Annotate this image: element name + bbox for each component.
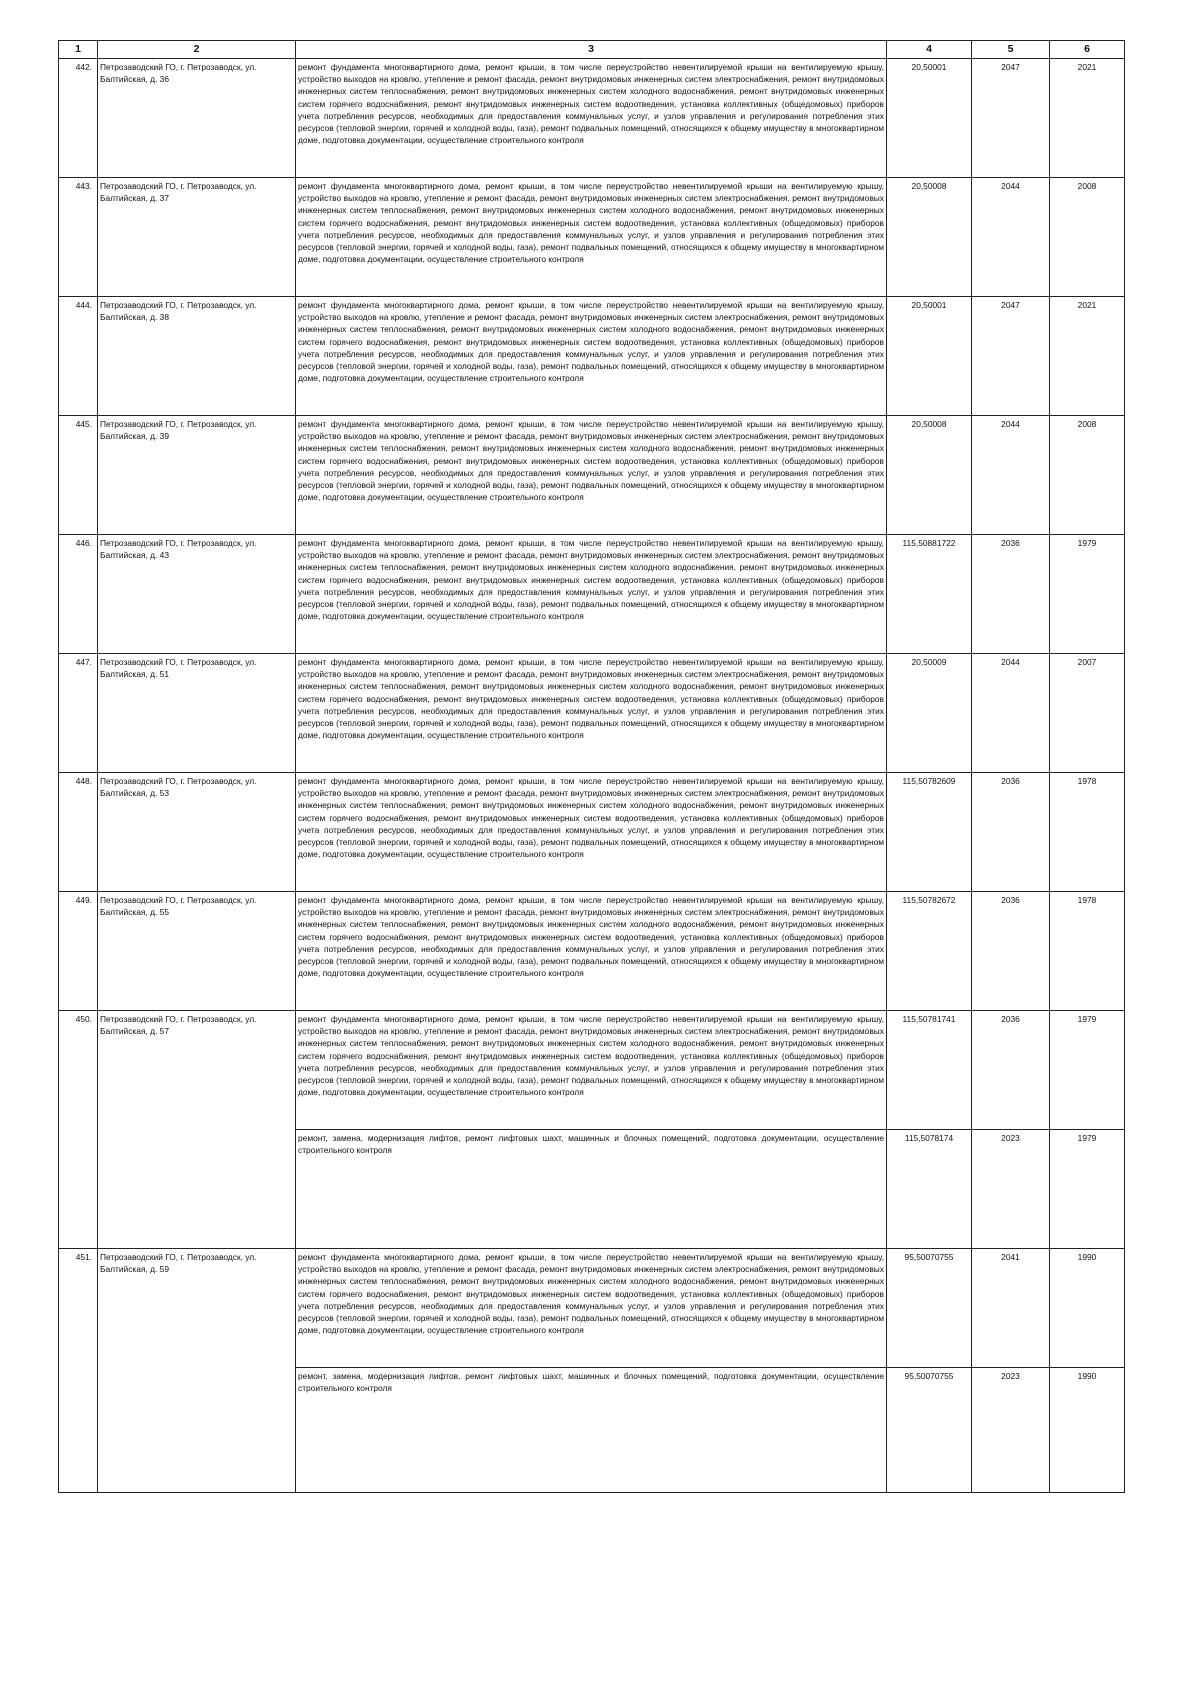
address-cell: Петрозаводский ГО, г. Петрозаводск, ул. Балтийская, д. 43 bbox=[98, 535, 296, 654]
last-year-cell: 1990 bbox=[1050, 1368, 1125, 1493]
cost-cell: 115,5078174 bbox=[887, 1130, 972, 1249]
table-row bbox=[59, 297, 1125, 416]
table-row bbox=[59, 535, 1125, 654]
works-cell: ремонт фундамента многоквартирного дома, ремонт крыши, в том числе переустройство невентилируемой крыши на вентилируемую крышу, устройство выходов на кровлю, утепление и ремонт фасада, ремонт внутридомовых инженерных систем электроснабжения, ремонт внутридомовых инженерных систем теплоснабжения, ремонт внутридомовых инженерных систем холодного водоснабжения, ремонт внутридомовых инженерных систем горячего водоснабжения, ремонт внутридомовых инженерных систем водоотведения, установка коллективных (общедомовых) приборов учета потребления ресурсов, необходимых для предоставления коммунальных услуг, и узлов управления и регулирования потребления этих ресурсов (тепловой энергии, горячей и холодной воды, газа), ремонт подвальных помещений, относящихся к общему имуществу в многоквартирном доме, подготовка документации, осуществление строительного контроля bbox=[296, 178, 887, 297]
plan-year-cell: 2036 bbox=[972, 773, 1050, 892]
col-header-6: 6 bbox=[1050, 41, 1125, 59]
header-row bbox=[59, 41, 1125, 59]
cost-cell: 115,50881722 bbox=[887, 535, 972, 654]
col-header-5: 5 bbox=[972, 41, 1050, 59]
row-number: 451. bbox=[59, 1249, 98, 1493]
plan-year-cell: 2023 bbox=[972, 1130, 1050, 1249]
works-cell: ремонт фундамента многоквартирного дома, ремонт крыши, в том числе переустройство невентилируемой крыши на вентилируемую крышу, устройство выходов на кровлю, утепление и ремонт фасада, ремонт внутридомовых инженерных систем электроснабжения, ремонт внутридомовых инженерных систем теплоснабжения, ремонт внутридомовых инженерных систем холодного водоснабжения, ремонт внутридомовых инженерных систем горячего водоснабжения, ремонт внутридомовых инженерных систем водоотведения, установка коллективных (общедомовых) приборов учета потребления ресурсов, необходимых для предоставления коммунальных услуг, и узлов управления и регулирования потребления этих ресурсов (тепловой энергии, горячей и холодной воды, газа), ремонт подвальных помещений, относящихся к общему имуществу в многоквартирном доме, подготовка документации, осуществление строительного контроля bbox=[296, 59, 887, 178]
col-header-2: 2 bbox=[98, 41, 296, 59]
last-year-cell: 2008 bbox=[1050, 416, 1125, 535]
col-header-4: 4 bbox=[887, 41, 972, 59]
address-cell: Петрозаводский ГО, г. Петрозаводск, ул. Балтийская, д. 37 bbox=[98, 178, 296, 297]
plan-year-cell: 2036 bbox=[972, 535, 1050, 654]
address-cell: Петрозаводский ГО, г. Петрозаводск, ул. Балтийская, д. 39 bbox=[98, 416, 296, 535]
cost-cell: 20,50008 bbox=[887, 416, 972, 535]
table-row bbox=[59, 654, 1125, 773]
works-cell: ремонт фундамента многоквартирного дома, ремонт крыши, в том числе переустройство невентилируемой крыши на вентилируемую крышу, устройство выходов на кровлю, утепление и ремонт фасада, ремонт внутридомовых инженерных систем электроснабжения, ремонт внутридомовых инженерных систем теплоснабжения, ремонт внутридомовых инженерных систем холодного водоснабжения, ремонт внутридомовых инженерных систем горячего водоснабжения, ремонт внутридомовых инженерных систем водоотведения, установка коллективных (общедомовых) приборов учета потребления ресурсов, необходимых для предоставления коммунальных услуг, и узлов управления и регулирования потребления этих ресурсов (тепловой энергии, горячей и холодной воды, газа), ремонт подвальных помещений, относящихся к общему имуществу в многоквартирном доме, подготовка документации, осуществление строительного контроля bbox=[296, 773, 887, 892]
cost-cell: 20,50001 bbox=[887, 297, 972, 416]
address-cell: Петрозаводский ГО, г. Петрозаводск, ул. Балтийская, д. 51 bbox=[98, 654, 296, 773]
works-cell: ремонт фундамента многоквартирного дома, ремонт крыши, в том числе переустройство невентилируемой крыши на вентилируемую крышу, устройство выходов на кровлю, утепление и ремонт фасада, ремонт внутридомовых инженерных систем электроснабжения, ремонт внутридомовых инженерных систем теплоснабжения, ремонт внутридомовых инженерных систем холодного водоснабжения, ремонт внутридомовых инженерных систем горячего водоснабжения, ремонт внутридомовых инженерных систем водоотведения, установка коллективных (общедомовых) приборов учета потребления ресурсов, необходимых для предоставления коммунальных услуг, и узлов управления и регулирования потребления этих ресурсов (тепловой энергии, горячей и холодной воды, газа), ремонт подвальных помещений, относящихся к общему имуществу в многоквартирном доме, подготовка документации, осуществление строительного контроля bbox=[296, 1011, 887, 1130]
address-cell: Петрозаводский ГО, г. Петрозаводск, ул. Балтийская, д. 59 bbox=[98, 1249, 296, 1493]
table-row bbox=[59, 59, 1125, 178]
row-number: 448. bbox=[59, 773, 98, 892]
last-year-cell: 1978 bbox=[1050, 773, 1125, 892]
last-year-cell: 1990 bbox=[1050, 1249, 1125, 1368]
cost-cell: 20,50009 bbox=[887, 654, 972, 773]
last-year-cell: 2021 bbox=[1050, 59, 1125, 178]
cost-cell: 95,50070755 bbox=[887, 1368, 972, 1493]
address-cell: Петрозаводский ГО, г. Петрозаводск, ул. Балтийская, д. 53 bbox=[98, 773, 296, 892]
last-year-cell: 2021 bbox=[1050, 297, 1125, 416]
plan-year-cell: 2044 bbox=[972, 178, 1050, 297]
cost-cell: 115,50782609 bbox=[887, 773, 972, 892]
plan-year-cell: 2047 bbox=[972, 297, 1050, 416]
last-year-cell: 2008 bbox=[1050, 178, 1125, 297]
works-cell: ремонт фундамента многоквартирного дома, ремонт крыши, в том числе переустройство невентилируемой крыши на вентилируемую крышу, устройство выходов на кровлю, утепление и ремонт фасада, ремонт внутридомовых инженерных систем электроснабжения, ремонт внутридомовых инженерных систем теплоснабжения, ремонт внутридомовых инженерных систем холодного водоснабжения, ремонт внутридомовых инженерных систем горячего водоснабжения, ремонт внутридомовых инженерных систем водоотведения, установка коллективных (общедомовых) приборов учета потребления ресурсов, необходимых для предоставления коммунальных услуг, и узлов управления и регулирования потребления этих ресурсов (тепловой энергии, горячей и холодной воды, газа), ремонт подвальных помещений, относящихся к общему имуществу в многоквартирном доме, подготовка документации, осуществление строительного контроля bbox=[296, 416, 887, 535]
last-year-cell: 2007 bbox=[1050, 654, 1125, 773]
row-number: 450. bbox=[59, 1011, 98, 1249]
address-cell: Петрозаводский ГО, г. Петрозаводск, ул. Балтийская, д. 36 bbox=[98, 59, 296, 178]
address-cell: Петрозаводский ГО, г. Петрозаводск, ул. Балтийская, д. 57 bbox=[98, 1011, 296, 1249]
table-row bbox=[59, 892, 1125, 1011]
table-row bbox=[59, 416, 1125, 535]
last-year-cell: 1979 bbox=[1050, 535, 1125, 654]
table-row bbox=[59, 773, 1125, 892]
lift-works-cell: ремонт, замена, модернизация лифтов, ремонт лифтовых шахт, машинных и блочных помещений, подготовка документации, осуществление строительного контроля bbox=[296, 1130, 887, 1249]
col-header-3: 3 bbox=[296, 41, 887, 59]
plan-year-cell: 2047 bbox=[972, 59, 1050, 178]
plan-year-cell: 2044 bbox=[972, 654, 1050, 773]
table-row bbox=[59, 1249, 1125, 1368]
plan-year-cell: 2023 bbox=[972, 1368, 1050, 1493]
plan-year-cell: 2036 bbox=[972, 1011, 1050, 1130]
col-header-1: 1 bbox=[59, 41, 98, 59]
cost-cell: 115,50781741 bbox=[887, 1011, 972, 1130]
plan-year-cell: 2036 bbox=[972, 892, 1050, 1011]
last-year-cell: 1978 bbox=[1050, 892, 1125, 1011]
lift-works-cell: ремонт, замена, модернизация лифтов, ремонт лифтовых шахт, машинных и блочных помещений, подготовка документации, осуществление строительного контроля bbox=[296, 1368, 887, 1493]
table-row bbox=[59, 178, 1125, 297]
last-year-cell: 1979 bbox=[1050, 1130, 1125, 1249]
row-number: 445. bbox=[59, 416, 98, 535]
cost-cell: 20,50008 bbox=[887, 178, 972, 297]
plan-year-cell: 2044 bbox=[972, 416, 1050, 535]
works-cell: ремонт фундамента многоквартирного дома, ремонт крыши, в том числе переустройство невентилируемой крыши на вентилируемую крышу, устройство выходов на кровлю, утепление и ремонт фасада, ремонт внутридомовых инженерных систем электроснабжения, ремонт внутридомовых инженерных систем теплоснабжения, ремонт внутридомовых инженерных систем холодного водоснабжения, ремонт внутридомовых инженерных систем горячего водоснабжения, ремонт внутридомовых инженерных систем водоотведения, установка коллективных (общедомовых) приборов учета потребления ресурсов, необходимых для предоставления коммунальных услуг, и узлов управления и регулирования потребления этих ресурсов (тепловой энергии, горячей и холодной воды, газа), ремонт подвальных помещений, относящихся к общему имуществу в многоквартирном доме, подготовка документации, осуществление строительного контроля bbox=[296, 892, 887, 1011]
last-year-cell: 1979 bbox=[1050, 1011, 1125, 1130]
plan-year-cell: 2041 bbox=[972, 1249, 1050, 1368]
cost-cell: 20,50001 bbox=[887, 59, 972, 178]
row-number: 443. bbox=[59, 178, 98, 297]
works-table bbox=[58, 40, 1125, 1493]
row-number: 447. bbox=[59, 654, 98, 773]
works-cell: ремонт фундамента многоквартирного дома, ремонт крыши, в том числе переустройство невентилируемой крыши на вентилируемую крышу, устройство выходов на кровлю, утепление и ремонт фасада, ремонт внутридомовых инженерных систем электроснабжения, ремонт внутридомовых инженерных систем теплоснабжения, ремонт внутридомовых инженерных систем холодного водоснабжения, ремонт внутридомовых инженерных систем горячего водоснабжения, ремонт внутридомовых инженерных систем водоотведения, установка коллективных (общедомовых) приборов учета потребления ресурсов, необходимых для предоставления коммунальных услуг, и узлов управления и регулирования потребления этих ресурсов (тепловой энергии, горячей и холодной воды, газа), ремонт подвальных помещений, относящихся к общему имуществу в многоквартирном доме, подготовка документации, осуществление строительного контроля bbox=[296, 297, 887, 416]
works-cell: ремонт фундамента многоквартирного дома, ремонт крыши, в том числе переустройство невентилируемой крыши на вентилируемую крышу, устройство выходов на кровлю, утепление и ремонт фасада, ремонт внутридомовых инженерных систем электроснабжения, ремонт внутридомовых инженерных систем теплоснабжения, ремонт внутридомовых инженерных систем холодного водоснабжения, ремонт внутридомовых инженерных систем горячего водоснабжения, ремонт внутридомовых инженерных систем водоотведения, установка коллективных (общедомовых) приборов учета потребления ресурсов, необходимых для предоставления коммунальных услуг, и узлов управления и регулирования потребления этих ресурсов (тепловой энергии, горячей и холодной воды, газа), ремонт подвальных помещений, относящихся к общему имуществу в многоквартирном доме, подготовка документации, осуществление строительного контроля bbox=[296, 654, 887, 773]
works-cell: ремонт фундамента многоквартирного дома, ремонт крыши, в том числе переустройство невентилируемой крыши на вентилируемую крышу, устройство выходов на кровлю, утепление и ремонт фасада, ремонт внутридомовых инженерных систем электроснабжения, ремонт внутридомовых инженерных систем теплоснабжения, ремонт внутридомовых инженерных систем холодного водоснабжения, ремонт внутридомовых инженерных систем горячего водоснабжения, ремонт внутридомовых инженерных систем водоотведения, установка коллективных (общедомовых) приборов учета потребления ресурсов, необходимых для предоставления коммунальных услуг, и узлов управления и регулирования потребления этих ресурсов (тепловой энергии, горячей и холодной воды, газа), ремонт подвальных помещений, относящихся к общему имуществу в многоквартирном доме, подготовка документации, осуществление строительного контроля bbox=[296, 1249, 887, 1368]
address-cell: Петрозаводский ГО, г. Петрозаводск, ул. Балтийская, д. 55 bbox=[98, 892, 296, 1011]
row-number: 442. bbox=[59, 59, 98, 178]
row-number: 449. bbox=[59, 892, 98, 1011]
works-cell: ремонт фундамента многоквартирного дома, ремонт крыши, в том числе переустройство невентилируемой крыши на вентилируемую крышу, устройство выходов на кровлю, утепление и ремонт фасада, ремонт внутридомовых инженерных систем электроснабжения, ремонт внутридомовых инженерных систем теплоснабжения, ремонт внутридомовых инженерных систем холодного водоснабжения, ремонт внутридомовых инженерных систем горячего водоснабжения, ремонт внутридомовых инженерных систем водоотведения, установка коллективных (общедомовых) приборов учета потребления ресурсов, необходимых для предоставления коммунальных услуг, и узлов управления и регулирования потребления этих ресурсов (тепловой энергии, горячей и холодной воды, газа), ремонт подвальных помещений, относящихся к общему имуществу в многоквартирном доме, подготовка документации, осуществление строительного контроля bbox=[296, 535, 887, 654]
cost-cell: 115,50782672 bbox=[887, 892, 972, 1011]
address-cell: Петрозаводский ГО, г. Петрозаводск, ул. Балтийская, д. 38 bbox=[98, 297, 296, 416]
cost-cell: 95,50070755 bbox=[887, 1249, 972, 1368]
row-number: 446. bbox=[59, 535, 98, 654]
row-number: 444. bbox=[59, 297, 98, 416]
table-row bbox=[59, 1011, 1125, 1130]
